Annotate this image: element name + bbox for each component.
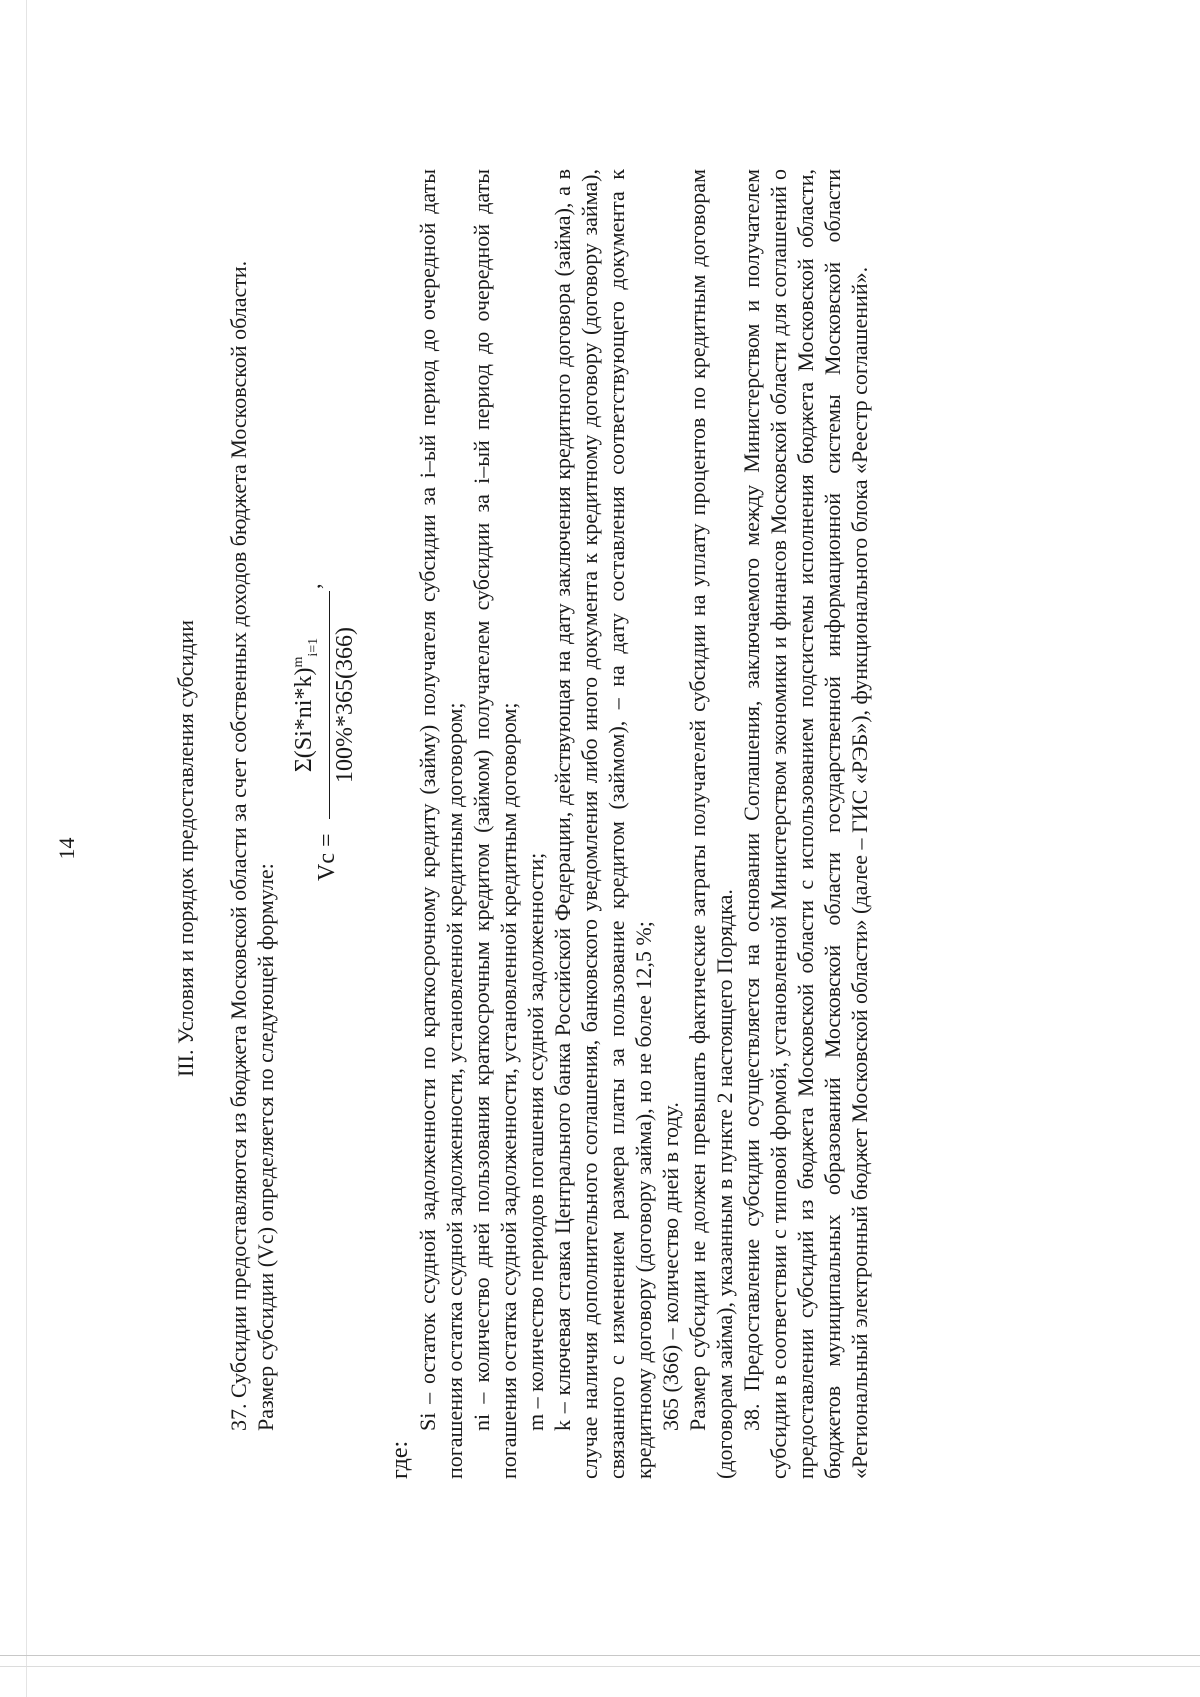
sum-upper-limit: m — [291, 656, 306, 668]
definition-days: 365 (366) – количество дней в году. — [658, 1102, 683, 1431]
subsidy-formula — [279, 169, 387, 1479]
page-number: 14 — [54, 837, 79, 860]
formula-denominator: 100%*365(366) — [332, 627, 359, 783]
formula-lhs: Vc = — [314, 833, 340, 881]
definition-k: k – ключевая ставка Центрального банка Российской Федерации, действующая на дату заключения кредитного договора (займа), а в случае наличия дополнительного соглашения, банковского уведомления либо иного документа к кредитному договору (договору займа), связанного с изменением размера платы за пользование кредитом (займом), – на дату составления соответствующего документа к кредитному договору (договору займа), но не более 12,5 %; — [550, 169, 656, 1479]
sum-lower-limit: i=1 — [305, 637, 321, 657]
formula-intro: Размер субсидии (Vc) определяется по следующей формуле: — [253, 863, 278, 1431]
definition-si: Si – остаток ссудной задолженности по краткосрочному кредиту (займу) получателя субсидии за i–ый период до очередной даты погашения остатка ссудной задолженности, установленной кредитным договором; — [415, 169, 467, 1479]
paragraph-38: 38. Предоставление субсидии осуществляется на основании Соглашения, заключаемого между Министерством и получателем субсидии в соответствии с типовой формой, установленной Министерством экономики и финансов Московской области для соглашений о предоставлении субсидий из бюджета Московской области с использованием подсистемы исполнения бюджета Московской области, бюджетов муниципальных образований Московской области государственной информационной системы Московской области «Региональный электронный бюджет Московской области» (далее – ГИС «РЭБ»), функционального блока «Реестр соглашений». — [739, 169, 872, 1479]
formula-comma: , — [300, 583, 325, 589]
section-heading: III. Условия и порядок предоставления субсидии — [173, 619, 198, 1078]
definition-m: m – количество периодов погашения ссудной задолженности; — [523, 852, 548, 1431]
definition-ni: ni – количество дней пользования краткосрочным кредитом (займом) получателем субсидии за i–ый период до очередной даты погашения остатка ссудной задолженности, установленной кредитным договором; — [469, 169, 521, 1479]
document-body — [225, 169, 873, 1479]
where-label: где: — [387, 1440, 413, 1479]
paragraph-37: 37. Субсидии предоставляются из бюджета Московской области за счет собственных доходов бюджета Московской области. — [226, 260, 251, 1431]
subsidy-limit: Размер субсидии не должен превышать фактические затраты получателей субсидии на уплату процентов по кредитным договорам (договорам займа), указанным в пункте 2 настоящего Порядка. — [685, 169, 737, 1479]
formula-fraction — [285, 591, 359, 819]
formula-numerator: $\Sigma(Si*ni*k)^m_{i=1}$ — [291, 637, 321, 773]
